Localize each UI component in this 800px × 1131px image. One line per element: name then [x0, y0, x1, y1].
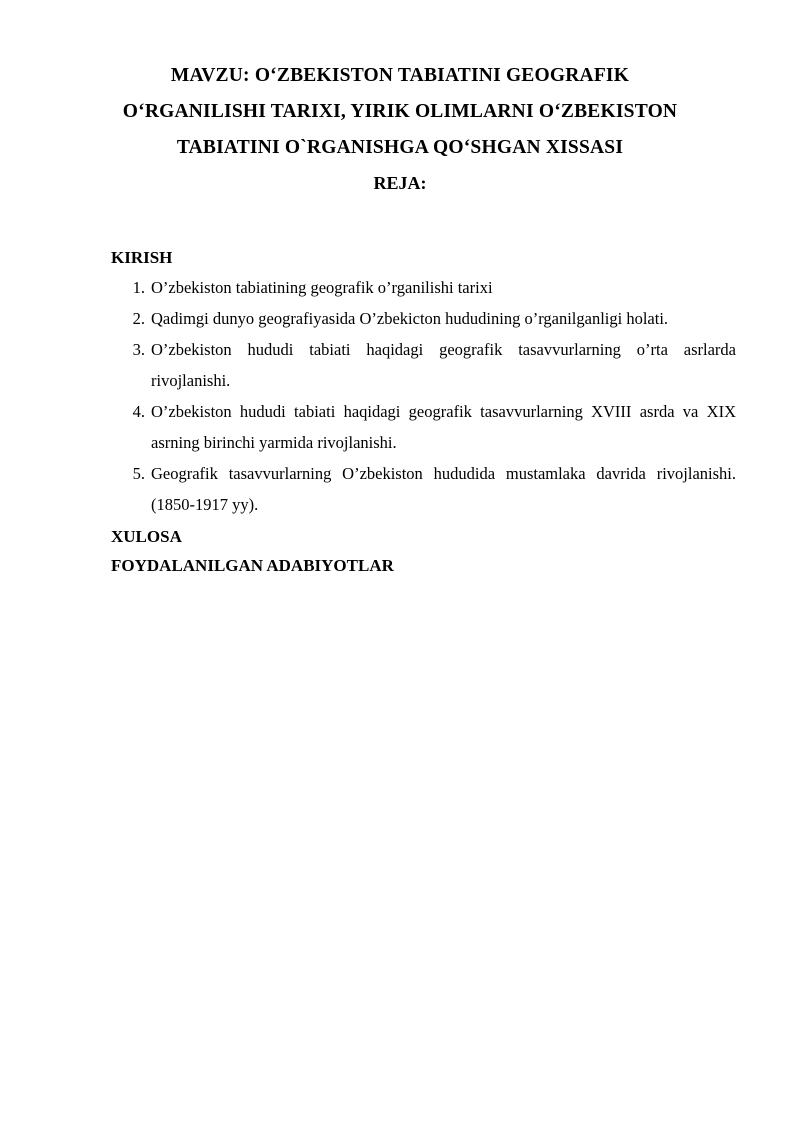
title-line-2: O‘RGANILISHI TARIXI, YIRIK OLIMLARNI O‘ZBEKISTON: [122, 101, 678, 122]
list-item-text: O’zbekiston hududi tabiati haqidagi geografik tasavvurlarning XVIII asrda va XIX asrning birinchi yarmida rivojlanishi.: [151, 402, 736, 452]
title-line-1: MAVZU: O‘ZBEKISTON TABIATINI GEOGRAFIK: [170, 65, 630, 86]
list-item-number: 2.: [132, 309, 145, 328]
intro-heading: KIRISH: [111, 248, 173, 267]
list-item: [62, 334, 738, 396]
page-title: [62, 58, 738, 166]
title-plan-spacer: [62, 198, 738, 244]
list-item: [62, 303, 738, 334]
list-item: [62, 396, 738, 458]
list-item-number: 4.: [132, 402, 145, 421]
list-item: [62, 458, 738, 520]
list-item-text: O’zbekiston tabiatining geografik o’rganilishi tarixi: [151, 278, 493, 297]
list-item-text: O’zbekiston hududi tabiati haqidagi geografik tasavvurlarning o’rta asrlarda rivojlanishi.: [151, 340, 736, 390]
list-item-text: Qadimgi dunyo geografiyasida O’zbekicton hududining o’rganilganligi holati.: [151, 309, 669, 328]
plan-label: REJA:: [373, 173, 427, 193]
list-item: [62, 272, 738, 303]
list-item-number: 5.: [132, 464, 145, 483]
list-item-number: 1.: [132, 278, 145, 297]
title-line-3: TABIATINI O`RGANISHGA QO‘SHGAN XISSASI: [176, 137, 624, 158]
plan-list: [62, 272, 738, 520]
references-heading: FOYDALANILGAN ADABIYOTLAR: [111, 556, 394, 575]
conclusion-heading: XULOSA: [111, 527, 182, 546]
tail-headings: [62, 520, 738, 580]
list-item-text: Geografik tasavvurlarning O’zbekiston hududida mustamlaka davrida rivojlanishi. (1850-1917 yy).: [151, 464, 736, 514]
list-item-number: 3.: [132, 340, 145, 359]
